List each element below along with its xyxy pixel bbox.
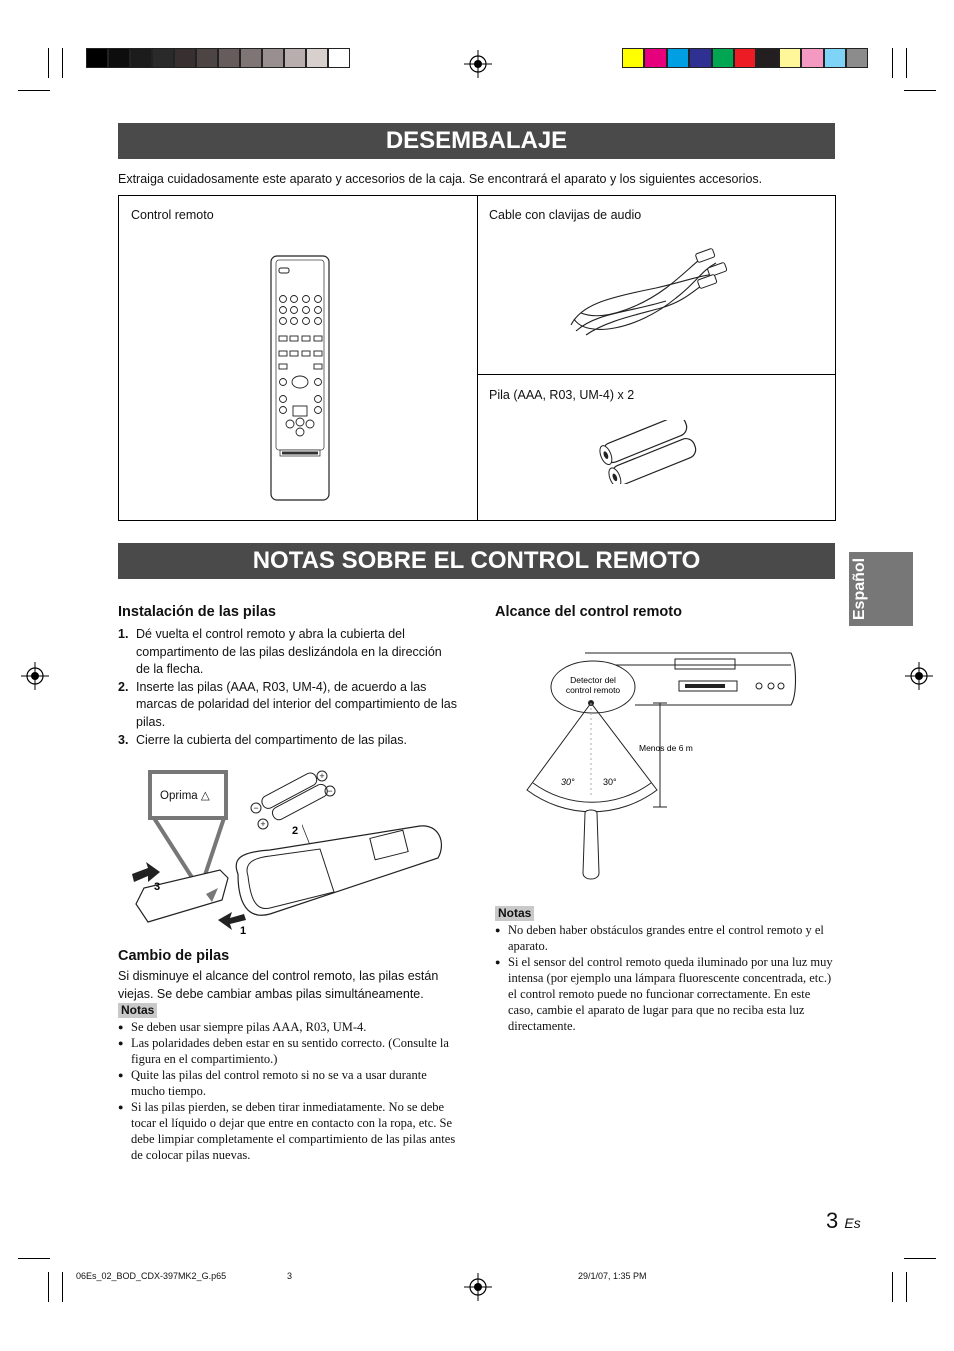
footer-file: 06Es_02_BOD_CDX-397MK2_G.p65 bbox=[76, 1271, 227, 1281]
color-swatch bbox=[174, 48, 196, 68]
color-swatch bbox=[644, 48, 666, 68]
install-heading: Instalación de las pilas bbox=[118, 604, 276, 620]
color-swatch bbox=[712, 48, 734, 68]
audio-cable-illustration bbox=[566, 243, 736, 338]
accessory-remote-label: Control remoto bbox=[131, 208, 214, 222]
change-heading: Cambio de pilas bbox=[118, 948, 230, 964]
angle-right-label: 30° bbox=[603, 777, 617, 787]
color-swatch bbox=[734, 48, 756, 68]
color-swatch bbox=[801, 48, 823, 68]
registration-target-icon bbox=[464, 50, 492, 78]
color-swatch bbox=[756, 48, 778, 68]
callout-label: Oprima △ bbox=[160, 790, 210, 802]
intro-text: Extraiga cuidadosamente este aparato y accesorios de la caja. Se encontrará el aparato y los siguientes accesorios. bbox=[118, 172, 763, 186]
color-swatch bbox=[306, 48, 328, 68]
color-swatch bbox=[689, 48, 711, 68]
color-swatch bbox=[779, 48, 801, 68]
color-swatch bbox=[108, 48, 130, 68]
color-swatch bbox=[846, 48, 868, 68]
install-steps bbox=[118, 626, 458, 749]
detector-label: control remoto bbox=[565, 685, 621, 695]
registration-target-icon bbox=[905, 662, 933, 690]
footer-page: 3 bbox=[287, 1271, 293, 1281]
step-1-label: 1 bbox=[240, 925, 247, 937]
color-swatch bbox=[218, 48, 240, 68]
accessory-battery-label: Pila (AAA, R03, UM-4) x 2 bbox=[489, 388, 635, 402]
polarity-plus-label: + bbox=[260, 819, 266, 829]
change-notes-list bbox=[118, 1019, 460, 1163]
accessory-cable-label: Cable con clavijas de audio bbox=[489, 208, 642, 222]
color-swatch bbox=[152, 48, 174, 68]
color-swatch bbox=[196, 48, 218, 68]
list-item: ● Quite las pilas del control remoto si no se va a usar durante mucho tiempo. bbox=[118, 1067, 460, 1099]
distance-label: Menos de 6 m bbox=[639, 743, 693, 753]
battery-installation-figure bbox=[120, 764, 450, 946]
footer-date: 29/1/07, 1:35 PM bbox=[578, 1271, 647, 1281]
range-heading: Alcance del control remoto bbox=[495, 604, 682, 620]
angle-left-label: 30° bbox=[561, 777, 575, 787]
polarity-minus-label: − bbox=[327, 786, 333, 796]
color-swatch bbox=[328, 48, 350, 68]
range-notes-list bbox=[495, 922, 835, 1034]
color-swatch bbox=[130, 48, 152, 68]
remote-control-illustration bbox=[268, 254, 332, 504]
registration-target-icon bbox=[464, 1273, 492, 1301]
step-3-label: 3 bbox=[154, 881, 161, 893]
language-side-tab-label: Español bbox=[851, 557, 868, 621]
change-notes-label: Notas bbox=[118, 1003, 157, 1018]
color-swatch bbox=[86, 48, 108, 68]
color-swatch bbox=[284, 48, 306, 68]
list-item: ● No deben haber obstáculos grandes entre el control remoto y el aparato. bbox=[495, 922, 835, 954]
install-step: 1. Dé vuelta el control remoto y abra la cubierta del compartimento de las pilas deslizándola en la dirección de la flecha. bbox=[118, 627, 442, 677]
polarity-plus-label: + bbox=[319, 771, 325, 781]
polarity-minus-label: − bbox=[253, 803, 259, 813]
color-swatch bbox=[824, 48, 846, 68]
install-step: 3. Cierre la cubierta del compartimento de las pilas. bbox=[118, 732, 407, 747]
list-item: ● Si el sensor del control remoto queda iluminado por una luz muy intensa (por ejemplo una lámpara fluorescente concentrada, etc.) el control remoto puede no funcionar correctamente. En este caso, cambie el aparato de lugar para que no reciba esta luz directamente. bbox=[495, 954, 835, 1034]
registration-target-icon bbox=[21, 662, 49, 690]
page-number: 3 Es bbox=[826, 1208, 861, 1233]
list-item: ● Se deben usar siempre pilas AAA, R03, UM-4. bbox=[118, 1019, 460, 1035]
step-2-label: 2 bbox=[292, 825, 299, 837]
remote-range-diagram bbox=[515, 645, 800, 883]
color-swatch bbox=[622, 48, 644, 68]
list-item: ● Si las pilas pierden, se deben tirar inmediatamente. No se debe tocar el líquido o dejar que entre en contacto con la ropa, etc. Se debe limpiar completamente el compartimiento de las pilas antes de colocar pilas nuevas. bbox=[118, 1099, 460, 1163]
install-step: 2. Inserte las pilas (AAA, R03, UM-4), de acuerdo a las marcas de polaridad del interior del compartimiento de las pilas. bbox=[118, 679, 457, 729]
color-swatch bbox=[262, 48, 284, 68]
detector-label: Detector del bbox=[570, 675, 616, 685]
range-notes-label: Notas bbox=[495, 906, 534, 921]
section-title-unpacking: DESEMBALAJE bbox=[118, 123, 835, 159]
section-title-remote-notes: NOTAS SOBRE EL CONTROL REMOTO bbox=[118, 543, 835, 579]
language-side-tab bbox=[849, 552, 913, 626]
list-item: ● Las polaridades deben estar en su sentido correcto. (Consulte la figura en el compartimiento.) bbox=[118, 1035, 460, 1067]
batteries-illustration bbox=[596, 420, 706, 484]
color-swatch bbox=[240, 48, 262, 68]
color-swatch bbox=[667, 48, 689, 68]
change-text: Si disminuye el alcance del control remoto, las pilas están viejas. Se debe cambiar ambas pilas simultáneamente. bbox=[118, 969, 439, 1001]
